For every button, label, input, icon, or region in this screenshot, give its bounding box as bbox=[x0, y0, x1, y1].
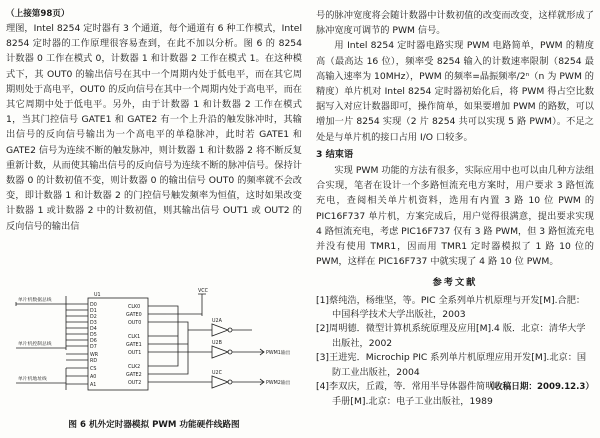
pin-label: GATE1 bbox=[126, 343, 142, 348]
pin-label: CS bbox=[90, 367, 97, 372]
u2b-label: U2B bbox=[212, 341, 222, 346]
vcc-label: VCC bbox=[198, 289, 208, 294]
u2a-label: U2A bbox=[212, 319, 222, 324]
reference-item: [1]蔡纯浩，杨维坚，等。PIC 全系列单片机原理与开发[M].合肥：中国科学技术大学出版社，2003 bbox=[316, 294, 586, 321]
references-heading: 参考文献 bbox=[432, 277, 478, 289]
pwm2-output-label: PWM2输出 bbox=[266, 381, 291, 386]
pin-label: D0 bbox=[90, 303, 97, 308]
address-bus-label: 单片机地址线 bbox=[18, 377, 47, 382]
chip-u1-label: U1 bbox=[94, 293, 101, 298]
pwm2-output-arrow bbox=[242, 379, 264, 385]
right-column bbox=[316, 8, 594, 409]
pin-label: D6 bbox=[90, 339, 97, 344]
pin-label: CLK2 bbox=[128, 365, 141, 370]
pin-label: D2 bbox=[90, 315, 97, 320]
pin-label: RD bbox=[90, 359, 98, 364]
left-paragraph: 理图，Intel 8254 定时器有 3 个通道，每个通道有 6 种工作模式，Intel 8254 定时器的工作原理很容易查到，在此不加以分析。图 6 的 8254 计数器 0 工作在模式 0，计数器 1 和计数器 2 工作在模式 1。在这种模式下，其 OUT0 的输出信号在其中一个周期内处于低电平，而在其它周期则处于高电平，OUT0 的反向信号在其中一个周期内处于高电平，而在其它周期中处于低电平。另外，由于计数器 1 和计数器 2 工作在模式 1，当其门控信号 GATE1 和 GATE2 有一个上升沿的触发脉冲时，其输出信号的反向信号输出为一个高电平的单稳脉冲，此时若 GATE1 和 GATE2 信号为连续不断的触发脉冲，则计数器 1 和计数器 2 将不断反复重新计数，从而使其输出信号的反向信号为连续不断的脉冲信号。保持计数器 0 的计数初值不变，则计数器 0 的输出信号 OUT0 的频率就不会改变，即计数器 1 和计数器 2 的门控信号触发频率为恒值，这时如果改变计数器 1 或计数器 2 中的计数初值，则其输出信号 OUT1 或 OUT2 的反向信号的输出信 bbox=[6, 23, 302, 232]
circuit-figure bbox=[6, 288, 302, 436]
data-bus-label: 单片机数据总线 bbox=[18, 298, 52, 303]
section-paragraph: 实现 PWM 功能的方法有很多，实际应用中也可以由几种方法组合实现，笔者在设计一个多路恒流充电方案时，用户要求 3 路恒流充电，查阅相关单片机资料，选用有内置 3 路 10 位 PWM 的 PIC16F737 单片机，方案完成后，用户觉得很满意，提出要求实现 4 路恒流充电，考虑 PIC16F737 仅有 3 路 PWM，但 3 路恒流充电并没有使用 TMR1，因而用 TMR1 定时器模拟了 1 路 10 位的 PWM，这样在 PIC16F737 中就实现了 4 路 10 位 PWM。 bbox=[316, 165, 595, 268]
pin-label: D7 bbox=[90, 345, 97, 350]
reference-item: [2]周明德．微型计算机系统原理及应用[M].4 版．北京：清华大学出版社，2002 bbox=[316, 323, 586, 349]
left-column bbox=[6, 8, 302, 234]
pin-label: A1 bbox=[90, 383, 97, 388]
right-paragraph-continued: 号的脉冲宽度将会随计数器中计数初值的改变而改变，这样就形成了脉冲宽度可调节的 PWM 信号。 bbox=[316, 10, 594, 37]
pin-label: OUT1 bbox=[128, 351, 142, 356]
pin-label: GATE0 bbox=[126, 313, 142, 318]
pin-label: OUT0 bbox=[128, 321, 142, 326]
pin-label: D1 bbox=[90, 309, 97, 314]
inverter-u2b bbox=[212, 346, 228, 358]
inverter-u2c bbox=[212, 376, 228, 388]
received-date: （收稿日期：2009.12.3） bbox=[485, 382, 594, 393]
pin-label: D5 bbox=[90, 333, 97, 338]
pwm1-output-label: PWM1输出 bbox=[266, 351, 291, 356]
pin-label: GATE2 bbox=[126, 373, 142, 378]
pin-label: A0 bbox=[90, 375, 97, 380]
pin-label: WR bbox=[90, 353, 99, 358]
pin-label: CLK0 bbox=[128, 305, 141, 310]
pin-label: OUT2 bbox=[128, 381, 142, 386]
control-bus-label: 单片机控制总线 bbox=[18, 342, 52, 347]
pin-label: CLK1 bbox=[128, 335, 141, 340]
pwm1-output-arrow bbox=[242, 349, 264, 355]
reference-item bbox=[316, 380, 594, 409]
reference-text: [4]李双庆，丘霞，等．常用半导体器件简明手册[M].北京：电子工业出版社，1989 bbox=[316, 381, 495, 407]
right-paragraph-summary: 用 Intel 8254 定时器电路实现 PWM 电路简单，PWM 的精度高（最高达 16 位），频率受 8254 输入的计数速率限制（8254 最高输入速率为 10MHz），PWM 的频率=晶振频率/2ⁿ（n 为 PWM 的精度）单片机对 Intel 8254 定时器初始化后，将 PWM 得占空比数据写入对应计数器即可，操作简单，如果要增加 PWM 的路数，可以增加一片 8254 实现（2 片 8254 共可以实现 5 路 PWM）。不足之处是与单片机的接口占用 I/O 口较多。 bbox=[316, 40, 594, 143]
reference-item: [3]王进宪．Microchip PIC 系列单片机原理应用开发[M].北京：国防工业出版社，2004 bbox=[316, 352, 587, 378]
figure-caption: 图 6 机外定时器模拟 PWM 功能硬件线路图 bbox=[68, 420, 240, 430]
pin-label: D3 bbox=[90, 321, 97, 326]
continued-note: （上接第98页） bbox=[6, 9, 70, 19]
pin-label: D4 bbox=[90, 327, 97, 332]
u2c-label: U2C bbox=[212, 371, 222, 376]
section-heading: 3 结束语 bbox=[316, 148, 354, 160]
circuit-diagram bbox=[6, 288, 302, 416]
inverter-u2a bbox=[212, 324, 228, 336]
